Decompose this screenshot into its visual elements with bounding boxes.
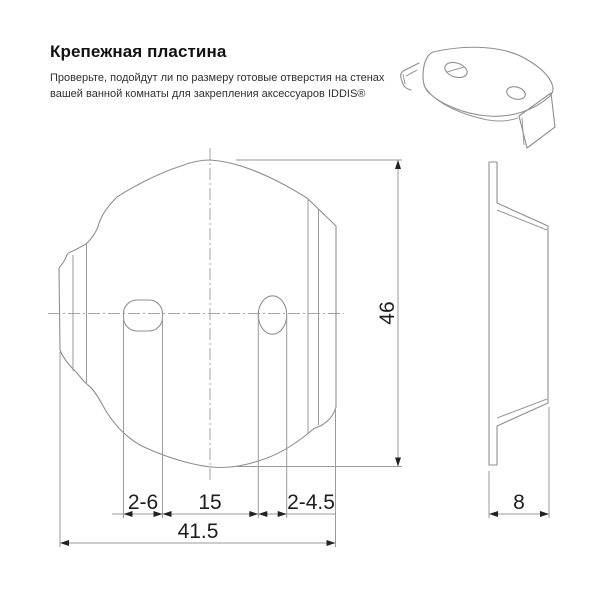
dim-hole-spacing: 15: [198, 491, 222, 514]
dim-plate-height: 46: [376, 301, 399, 325]
side-arrowhead-left: [489, 511, 498, 517]
side-view: [489, 162, 549, 518]
dim-hole-left-width: 2-6: [127, 491, 159, 514]
perspective-view: [401, 47, 555, 148]
arrowheads: [60, 160, 401, 546]
hook-tab-fold-1: [406, 70, 417, 76]
dim-hole-right-width: 2-4.5: [287, 491, 335, 514]
side-arrowhead-right: [540, 511, 549, 517]
hook-tab-fold-2: [403, 74, 405, 84]
flange-thickness: [522, 118, 524, 145]
dim-plate-width: 41.5: [177, 520, 219, 543]
perspective-hole-right: [505, 85, 526, 102]
perspective-hole-left-slot: [447, 67, 464, 72]
subtitle-line-1: Проверьте, подойдут ли по размеру готовые отверстия на стенах: [50, 72, 385, 84]
front-view-dimensions: [60, 160, 402, 547]
front-view: [48, 148, 344, 482]
perspective-hole-left: [443, 60, 469, 80]
side-thickness-top: [497, 210, 547, 230]
dim-plate-depth: 8: [513, 491, 525, 514]
subtitle-line-2: вашей ванной комнаты для закрепления аксессуаров IDDIS®: [50, 87, 366, 100]
mounting-hole-left: [124, 300, 163, 331]
side-profile: [489, 162, 548, 465]
dimension-lines: [60, 160, 398, 543]
page-title: Крепежная пластина: [50, 42, 227, 61]
mounting-hole-right: [258, 296, 286, 334]
extension-lines: [60, 160, 402, 547]
flange: [519, 93, 555, 148]
